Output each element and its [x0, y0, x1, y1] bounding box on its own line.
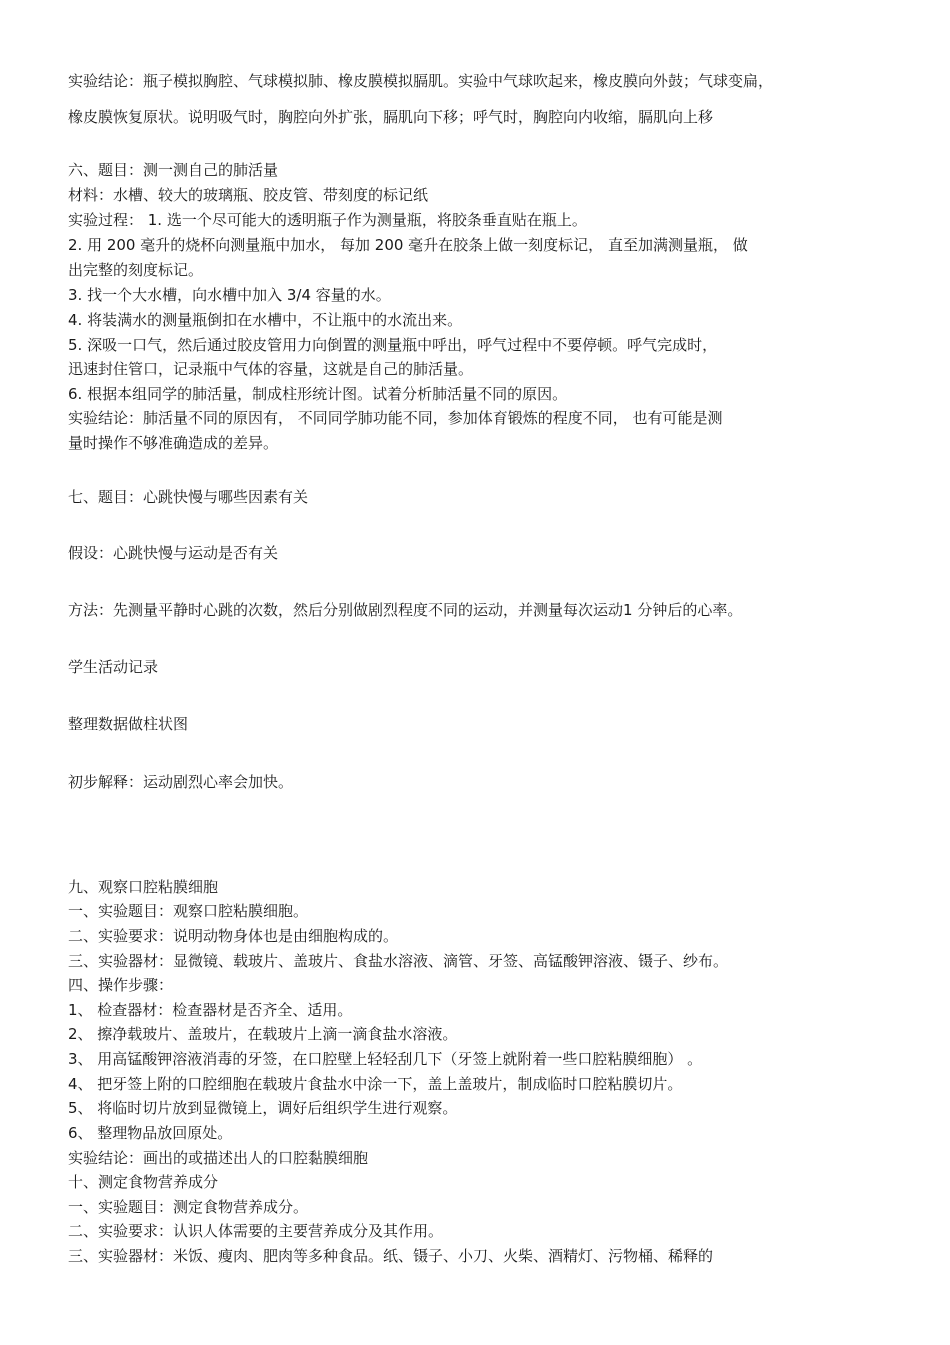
cheek-cells-step-3: 3、 用高锰酸钾溶液消毒的牙签，在口腔壁上轻轻刮几下（牙签上就附着一些口腔粘膜细胞） 。 [68, 1050, 703, 1068]
heart-rate-hypothesis: 假设：心跳快慢与运动是否有关 [68, 544, 279, 562]
cheek-cells-equipment: 三、实验器材：显微镜、载玻片、盖玻片、食盐水溶液、滴管、牙签、高锰酸钾溶液、镊子、纱布。 [68, 952, 729, 970]
lung-capacity-step-2b: 出完整的刻度标记。 [68, 261, 204, 279]
lung-capacity-step-3: 3. 找一个大水槽，向水槽中加入 3/4 容量的水。 [68, 286, 391, 304]
cheek-cells-topic: 一、实验题目：观察口腔粘膜细胞。 [68, 902, 309, 920]
lung-capacity-materials: 材料：水槽、较大的玻璃瓶、胶皮管、带刻度的标记纸 [68, 186, 429, 204]
lung-capacity-step-5a: 5. 深吸一口气，然后通过胶皮管用力向倒置的测量瓶中呼出，呼气过程中不要停顿。呼气完成时， [68, 336, 718, 354]
heart-rate-explanation: 初步解释：运动剧烈心率会加快。 [68, 773, 294, 791]
cheek-cells-step-2: 2、 擦净载玻片、盖玻片，在载玻片上滴一滴食盐水溶液。 [68, 1025, 458, 1043]
heart-rate-method: 方法：先测量平静时心跳的次数，然后分别做剧烈程度不同的运动，并测量每次运动1 分钟后的心率。 [68, 601, 743, 619]
lung-capacity-step-5b: 迅速封住管口，记录瓶中气体的容量，这就是自己的肺活量。 [68, 360, 474, 378]
nutrition-topic: 一、实验题目：测定食物营养成分。 [68, 1198, 309, 1216]
heart-rate-title: 七、题目：心跳快慢与哪些因素有关 [68, 488, 309, 506]
nutrition-equipment: 三、实验器材：米饭、瘦肉、肥肉等多种食品。纸、镊子、小刀、火柴、酒精灯、污物桶、稀释的 [68, 1247, 714, 1265]
lung-capacity-conclusion-b: 量时操作不够准确造成的差异。 [68, 434, 279, 452]
cheek-cells-conclusion: 实验结论：画出的或描述出人的口腔黏膜细胞 [68, 1149, 369, 1167]
cheek-cells-step-6: 6、 整理物品放回原处。 [68, 1124, 233, 1142]
cheek-cells-title: 九、观察口腔粘膜细胞 [68, 878, 219, 896]
nutrition-requirement: 二、实验要求：认识人体需要的主要营养成分及其作用。 [68, 1222, 444, 1240]
lung-capacity-step-2a: 2. 用 200 毫升的烧杯向测量瓶中加水， 每加 200 毫升在胶条上做一刻度标记， 直至加满测量瓶， 做 [68, 236, 748, 254]
breathing-conclusion-line-2: 橡皮膜恢复原状。说明吸气时，胸腔向外扩张，膈肌向下移；呼气时，胸腔向内收缩，膈肌向上移 [68, 108, 714, 126]
lung-capacity-title: 六、题目：测一测自己的肺活量 [68, 161, 279, 179]
lung-capacity-step-6: 6. 根据本组同学的肺活量，制成柱形统计图。试着分析肺活量不同的原因。 [68, 385, 568, 403]
cheek-cells-requirement: 二、实验要求：说明动物身体也是由细胞构成的。 [68, 927, 399, 945]
lung-capacity-conclusion-a: 实验结论：肺活量不同的原因有， 不同同学肺功能不同，参加体育锻炼的程度不同， 也有可能是测 [68, 409, 723, 427]
lung-capacity-step-1: 实验过程： 1. 选一个尽可能大的透明瓶子作为测量瓶，将胶条垂直贴在瓶上。 [68, 211, 587, 229]
cheek-cells-step-4: 4、 把牙签上附的口腔细胞在载玻片食盐水中涂一下，盖上盖玻片，制成临时口腔粘膜切片。 [68, 1075, 683, 1093]
heart-rate-chart: 整理数据做柱状图 [68, 715, 189, 733]
breathing-conclusion-line-1: 实验结论：瓶子模拟胸腔、气球模拟肺、橡皮膜模拟膈肌。实验中气球吹起来，橡皮膜向外鼓；气球变扁， [68, 72, 774, 90]
lung-capacity-step-4: 4. 将装满水的测量瓶倒扣在水槽中，不让瓶中的水流出来。 [68, 311, 463, 329]
cheek-cells-step-1: 1、 检查器材：检查器材是否齐全、适用。 [68, 1001, 353, 1019]
nutrition-title: 十、测定食物营养成分 [68, 1173, 219, 1191]
heart-rate-record: 学生活动记录 [68, 658, 159, 676]
cheek-cells-step-5: 5、 将临时切片放到显微镜上，调好后组织学生进行观察。 [68, 1099, 458, 1117]
cheek-cells-steps-heading: 四、操作步骤： [68, 976, 174, 994]
